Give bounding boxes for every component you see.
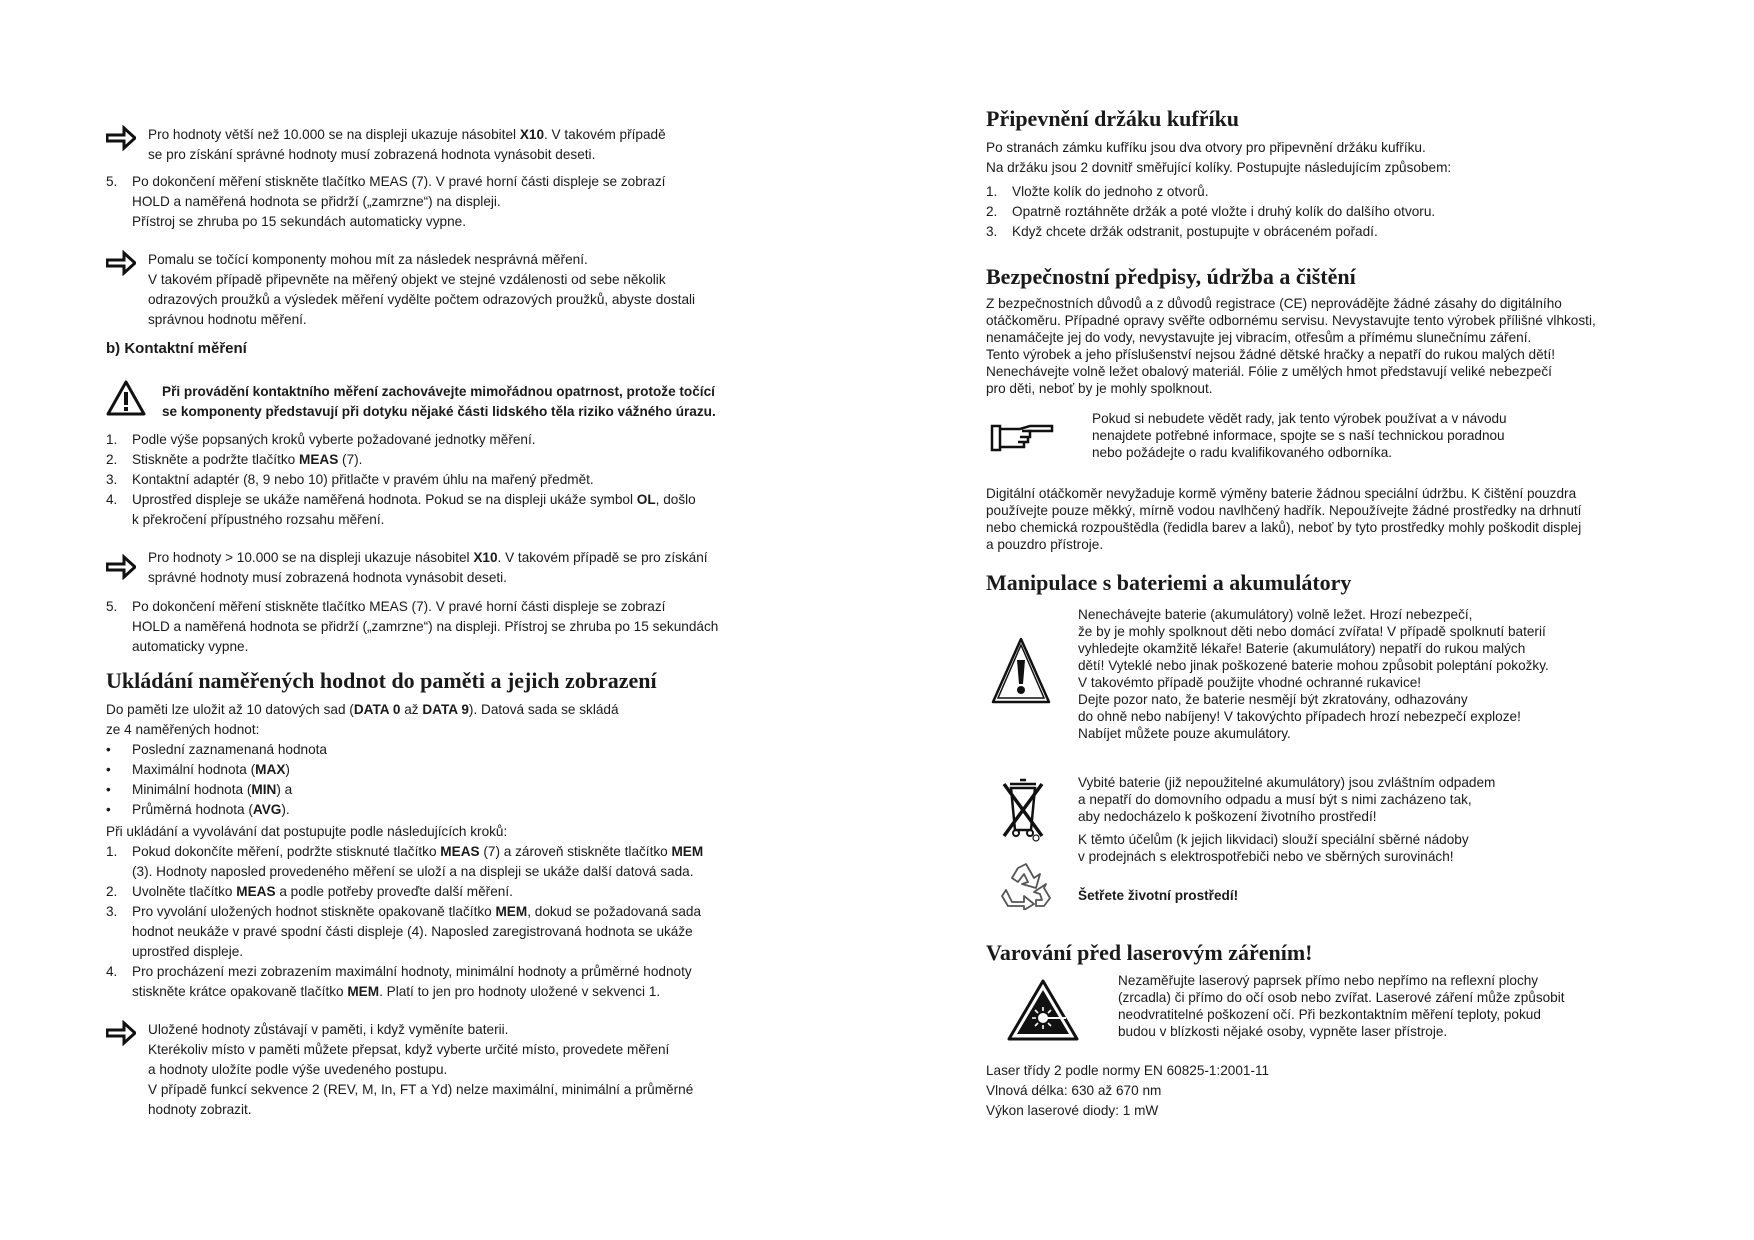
note-line: se pro získání správné hodnoty musí zobrazená hodnota vynásobit deseti.	[148, 147, 596, 162]
list-item: • Minimální hodnota (MIN) a	[106, 782, 293, 797]
list-item: • Maximální hodnota (MAX)	[106, 762, 290, 777]
list-item: 5. Po dokončení měření stiskněte tlačítko MEAS (7). V pravé horní části displeje se zobrazí HOLD a naměřená hodnota se přidrží („zamrzne“) na displeji. Přístroj se zhruba po 15 sekundách automaticky vypne.	[106, 599, 719, 654]
pointing-hand-icon	[990, 420, 1056, 454]
note-line: správné hodnoty musí zobrazená hodnota vynásobit deseti.	[148, 570, 507, 585]
step-list	[106, 597, 718, 657]
step-list	[106, 172, 665, 232]
laser-text: Nezaměřujte laserový paprsek přímo nebo nepřímo na reflexní plochy (zrcadla) či přímo do očí osob nebo zvířat. Laserové záření může způsobit neodvratitelné poškození očí. Při bezkontaktním měření teploty, pokud budou v blízkosti nějaké osoby, vypněte laser přístroje.	[1118, 973, 1565, 1039]
warning-line: se komponenty představují při dotyku nějaké části lidského těla riziko vážného úrazu.	[162, 404, 716, 419]
list-item: • Poslední zaznamenaná hodnota	[106, 742, 327, 757]
note-line: V takovém případě připevněte na měřený objekt ve stejné vzdálenosti od sebe několik	[148, 272, 666, 287]
arrow-right-icon	[106, 250, 136, 276]
list-item: • Průměrná hodnota (AVG).	[106, 802, 290, 817]
section-heading: Připevnění držáku kufříku	[986, 106, 1240, 131]
list-item: 3. Kontaktní adaptér (8, 9 nebo 10) přitlačte v pravém úhlu na mařený předmět.	[106, 472, 594, 487]
note-line: Pro hodnoty > 10.000 se na displeji ukazuje násobitel X10. V takovém případě se pro získání	[148, 550, 708, 565]
list-item: 2. Opatrně roztáhněte držák a poté vložte i druhý kolík do dalšího otvoru.	[986, 204, 1436, 219]
warning-block	[106, 380, 796, 424]
memory-intro: Do paměti lze uložit až 10 datových sad (DATA 0 až DATA 9). Datová sada se skládá ze 4 naměřených hodnot:	[106, 702, 619, 737]
arrow-right-icon	[106, 125, 136, 151]
holder-step-list	[986, 182, 1435, 242]
battery-text: Nenechávejte baterie (akumulátory) volně ležet. Hrozí nebezpečí, že by je mohly spolknout děti nebo domácí zvířata! V případě spolknutí baterií vyhledejte okamžitě lékaře! Baterie (akumulátory) nepatří do rukou malých dětí! Vyteklé nebo jinak poškozené baterie mohou způsobit poleptání pokožky. V takovémto případě použijte vhodné ochranné rukavice! Dejte pozor nato, že baterie nesmějí být zkratovány, odhazovány do ohně nebo nabíjeny! V takovýchto případech hrozí nebezpečí exploze! Nabíjet můžete pouze akumulátory.	[1078, 607, 1549, 741]
note-line: Pro hodnoty větší než 10.000 se na displeji ukazuje násobitel X10. V takovém případě	[148, 127, 666, 142]
list-item: 2. Stiskněte a podržte tlačítko MEAS (7).	[106, 452, 363, 467]
memory-step-list	[106, 842, 703, 1002]
arrow-right-icon	[106, 1020, 136, 1046]
section-heading: Bezpečnostní předpisy, údržba a čištění	[986, 264, 1356, 289]
safety-text: Z bezpečnostních důvodů a z důvodů registrace (CE) neprovádějte žádné zásahy do digitálního otáčkoměru. Případné opravy svěřte odbornému servisu. Nevystavujte tento výrobek přílišné vlhkosti, nenamáčejte jej do vody, nevystavujte jej vibracím, otřesům a přímému slunečnímu záření. Tento výrobek a jeho příslušenství nejsou žádné dětské hračky a nepatří do rukou malých dětí! Nenechávejte volně ležet obalový materiál. Fólie z umělých hmot představují veliké nebezpečí pro děti, neboť by je mohly spolknout.	[986, 296, 1596, 396]
maintenance-text: Digitální otáčkoměr nevyžaduje kormě výměny baterie žádnou speciální údržbu. K čištění pouzdra používejte pouze měkký, mírně vodou navlhčený hadřík. Nepoužívejte žádné prostředky na drhnutí nebo chemická rozpouštědla (ředidla barev a laků), neboť by tyto prostředky mohly poškodit displej a pouzdro přístroje.	[986, 486, 1582, 552]
list-item: 3. Pro vyvolání uložených hodnot stiskněte opakovaně tlačítko MEM, dokud se požadovaná sada hodnot neukáže v pravé spodní části displeje (4). Naposled zaregistrovaná hodnota se ukáže uprostřed displeje.	[106, 904, 702, 959]
note-line: a hodnoty uložíte podle výše uvedeného postupu.	[148, 1062, 448, 1077]
section-heading: Varování před laserovým zářením!	[986, 940, 1313, 965]
section-heading: Ukládání naměřených hodnot do paměti a jejich zobrazení	[106, 668, 657, 693]
section-heading: Manipulace s bateriemi a akumulátory	[986, 570, 1352, 595]
laser-specs: Laser třídy 2 podle normy EN 60825-1:2001-11 Vlnová délka: 630 až 670 nm Výkon laserové diody: 1 mW	[986, 1063, 1270, 1118]
warning-triangle-icon	[106, 380, 146, 416]
list-item: 4. Uprostřed displeje se ukáže naměřená hodnota. Pokud se na displeji ukáže symbol OL, došlo k překročení přípustného rozsahu měření.	[106, 492, 696, 527]
arrow-right-icon	[106, 554, 136, 580]
contact-step-list	[106, 430, 696, 530]
note-line: Kterékoliv místo v paměti můžete přepsat, když vyberte určité místo, provedete měření	[148, 1042, 670, 1057]
note-line: odrazových proužků a výsledek měření vydělte počtem odrazových proužků, abyste dostali	[148, 292, 696, 307]
eco-text: Šetřete životní prostředí!	[1078, 888, 1239, 903]
warning-line: Při provádění kontaktního měření zachovávejte mimořádnou opatrnost, protože točící	[162, 384, 715, 399]
value-bullet-list	[106, 740, 327, 820]
list-item: 2. Uvolněte tlačítko MEAS a podle potřeby proveďte další měření.	[106, 884, 513, 899]
list-item: 5. Po dokončení měření stiskněte tlačítko MEAS (7). V pravé horní části displeje se zobrazí HOLD a naměřená hodnota se přidrží („zamrzne“) na displeji. Přístroj se zhruba po 15 sekundách automaticky vypne.	[106, 174, 666, 229]
note-line: V případě funkcí sekvence 2 (REV, M, In, FT a Yd) nelze maximální, minimální a průměrné	[148, 1082, 694, 1097]
holder-intro: Po stranách zámku kufříku jsou dva otvory pro připevnění držáku kufříku. Na držáku jsou 2 dovnitř směřující kolíky. Postupujte následujícím způsobem:	[986, 140, 1452, 175]
section-heading: b) Kontaktní měření	[106, 340, 247, 357]
recycle-icon	[1000, 862, 1052, 910]
note-line: Uložené hodnoty zůstávají v paměti, i když vyměníte baterii.	[148, 1022, 509, 1037]
list-item: 4. Pro procházení mezi zobrazením maximální hodnoty, minimální hodnoty a průměrné hodnoty stiskněte krátce opakovaně tlačítko MEM. Platí to jen pro hodnoty uložené v sekvenci 1.	[106, 964, 692, 999]
laser-warning-icon	[1006, 978, 1080, 1042]
help-text: Pokud si nebudete vědět rady, jak tento výrobek používat a v návodu nenajdete potřebné informace, spojte se s naší technickou poradnou nebo požádejte o radu kvalifikovaného odborníka.	[1092, 411, 1507, 460]
warning-exclamation-icon	[990, 636, 1052, 706]
list-item: 1. Vložte kolík do jednoho z otvorů.	[986, 184, 1209, 199]
list-item: 1. Podle výše popsaných kroků vyberte požadované jednotky měření.	[106, 432, 536, 447]
memory-steps-intro: Při ukládání a vyvolávání dat postupujte podle následujících kroků:	[106, 824, 508, 839]
list-item: 3. Když chcete držák odstranit, postupujte v obráceném pořadí.	[986, 224, 1378, 239]
note-line: hodnoty zobrazit.	[148, 1102, 252, 1117]
disposal-text: Vybité baterie (již nepoužitelné akumulátory) jsou zvláštním odpadem a nepatří do domovního odpadu a musí být s nimi zacházeno tak, aby nedocházelo k poškození životního prostředí! K těmto účelům (k jejich likvidaci) slouží speciální sběrné nádoby v prodejnách s elektrospotřebiči nebo ve sběrných surovinách!	[1078, 775, 1496, 864]
note-line: správnou hodnotu měření.	[148, 312, 307, 327]
crossed-bin-icon	[1000, 778, 1046, 842]
list-item: 1. Pokud dokončíte měření, podržte stisknuté tlačítko MEAS (7) a zároveň stiskněte tlačítko MEM (3). Hodnoty naposled provedeného měření se uloží a na displeji se ukáže další datová sada.	[106, 844, 704, 879]
note-line: Pomalu se točící komponenty mohou mít za následek nesprávná měření.	[148, 252, 588, 267]
